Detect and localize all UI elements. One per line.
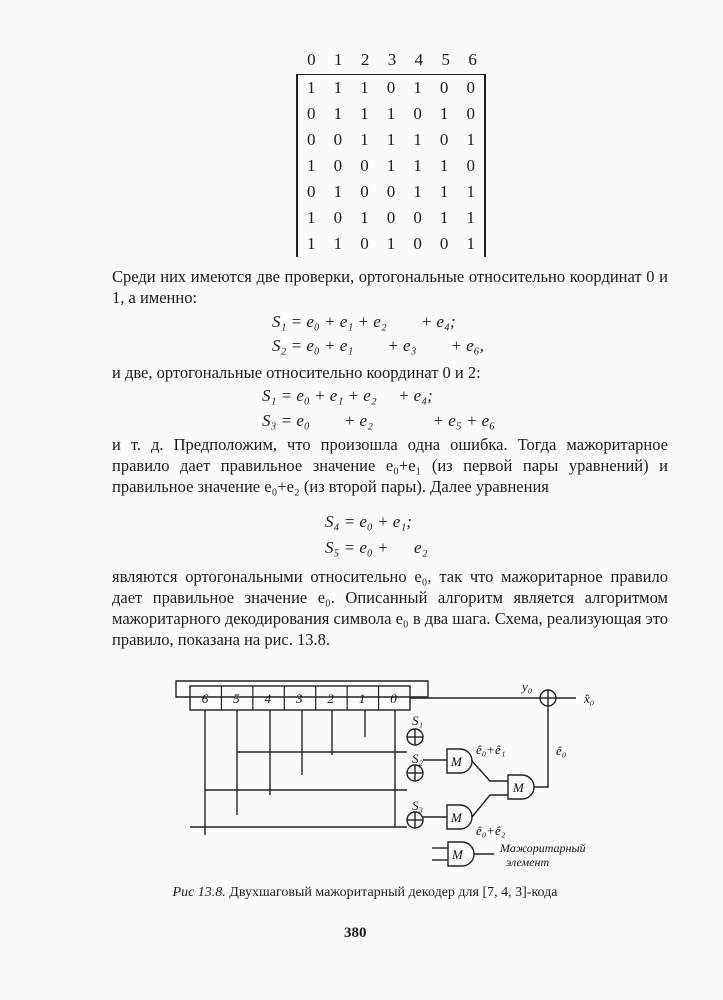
matrix-cell: 1 — [360, 104, 369, 123]
matrix-cell: 1 — [386, 130, 396, 149]
decoder-figure — [0, 655, 723, 890]
legend-line-2: элемент — [506, 855, 550, 869]
s1-label: S₁ — [412, 713, 424, 728]
equation-s1-b: S₁ = e₀ + e₁ + e₂ + e₄; — [262, 386, 433, 405]
caption-prefix: Рис 13.8. — [172, 885, 226, 900]
matrix-cell: 0 — [360, 182, 369, 201]
register-cell-label: 4 — [264, 691, 272, 706]
matrix-row — [298, 179, 484, 205]
matrix-row — [298, 75, 484, 101]
s3-label: S₃ — [412, 798, 424, 813]
matrix-cell: 1 — [360, 130, 369, 149]
matrix-cell: 0 — [360, 234, 369, 253]
matrix-cell: 0 — [439, 234, 449, 253]
paragraph-3: и т. д. Предположим, что произошла одна ошибка. Тогда мажоритарное правило дает правильное значение e₀+e₁ (из первой пары уравнений) и правильное значение e₀+e₂ (из второй пары). Далее уравнения — [112, 435, 668, 496]
matrix-cell: 1 — [466, 234, 475, 253]
register-cell-label: 1 — [358, 691, 366, 706]
caption-text: Двухшаговый мажоритарный декодер для [7, 4, 3]-кода — [229, 885, 558, 900]
matrix-cell: 0 — [386, 182, 396, 201]
matrix-header — [296, 50, 486, 74]
paragraph-2: и две, ортогональные относительно координат 0 и 2: — [112, 363, 481, 382]
equation-s3: S₃ = e₀ + e₂ + e₅ + e₆ — [262, 411, 496, 430]
matrix-cell: 0 — [466, 78, 475, 97]
e0e2-label: ê₀+ê₂ — [476, 823, 506, 838]
register-cell-label: 5 — [233, 691, 240, 706]
matrix-cell: 1 — [360, 208, 369, 227]
matrix-cell: 0 — [466, 156, 475, 175]
matrix-cell: 1 — [333, 182, 343, 201]
figure-caption — [150, 884, 580, 901]
matrix-cell: 1 — [386, 156, 396, 175]
equation-s2: S₂ = e₀ + e₁ + e₃ + e₆, — [272, 336, 484, 355]
gate-2-label: M — [451, 810, 462, 825]
matrix-cell: 1 — [333, 234, 343, 253]
e0hat-label: ê₀ — [556, 743, 567, 758]
equation-s5: S₅ = e₀ + e₂ — [325, 538, 428, 557]
equation-s1-a: S₁ = e₀ + e₁ + e₂ + e₄; — [272, 312, 456, 331]
page-number: 380 — [344, 925, 367, 941]
matrix-cell: 1 — [386, 234, 396, 253]
matrix-cell: 1 — [413, 182, 422, 201]
matrix-cell: 1 — [333, 104, 343, 123]
matrix-header-cell: 0 — [307, 50, 316, 69]
equation-s4: S₄ = e₀ + e₁; — [325, 512, 412, 531]
matrix-cell: 0 — [333, 130, 343, 149]
matrix-header-cell: 5 — [441, 50, 450, 69]
matrix-cell: 0 — [439, 78, 449, 97]
matrix-cell: 1 — [439, 104, 449, 123]
matrix-cell: 1 — [466, 182, 475, 201]
y0-label: y₀ — [522, 679, 533, 694]
matrix-cell: 0 — [413, 208, 422, 227]
matrix-cell: 1 — [413, 156, 422, 175]
matrix-header-cell: 1 — [334, 50, 343, 69]
matrix-row — [298, 101, 484, 127]
register-cell-label: 0 — [390, 691, 397, 706]
matrix-cell: 1 — [439, 156, 449, 175]
legend-gate-label: M — [452, 847, 463, 862]
matrix-cell: 1 — [413, 78, 422, 97]
paragraph-1: Среди них имеются две проверки, ортогональные относительно координат 0 и 1, а именно: — [112, 267, 668, 307]
e0e1-label: ê₀+ê₁ — [476, 742, 506, 757]
matrix-cell: 0 — [413, 104, 422, 123]
register-cell-label: 3 — [296, 691, 303, 706]
gate-3-label: M — [513, 780, 524, 795]
matrix-cell: 1 — [307, 208, 316, 227]
register-cell-label: 6 — [201, 691, 209, 706]
matrix-cell: 1 — [307, 234, 316, 253]
matrix-header-cell: 2 — [360, 50, 370, 69]
matrix-header-cell: 4 — [414, 50, 424, 69]
legend-line-1: Мажоритарный — [500, 841, 586, 855]
matrix-cell: 0 — [466, 104, 475, 123]
matrix-row — [298, 231, 484, 257]
matrix-cell: 1 — [386, 104, 396, 123]
check-matrix — [296, 50, 486, 257]
matrix-cell: 1 — [413, 130, 422, 149]
paragraph-4: являются ортогональными относительно e₀, так что мажоритарное правило дает правильное значение e₀. Описанный алгоритм является алгоритмом мажоритарного декодирования символа e₀ в два шага. Схема, реализующая это правило, показана на рис. 13.8. — [112, 567, 668, 649]
matrix-cell: 1 — [307, 156, 316, 175]
matrix-cell: 0 — [307, 182, 316, 201]
matrix-cell: 0 — [386, 208, 396, 227]
matrix-cell: 1 — [360, 78, 369, 97]
matrix-cell: 0 — [360, 156, 369, 175]
gate-1-label: M — [451, 754, 462, 769]
matrix-cell: 0 — [333, 156, 343, 175]
matrix-cell: 1 — [333, 78, 343, 97]
matrix-cell: 0 — [307, 130, 316, 149]
matrix-header-cell: 3 — [387, 50, 397, 69]
matrix-header-cell: 6 — [468, 50, 477, 69]
matrix-cell: 0 — [413, 234, 422, 253]
matrix-row — [298, 127, 484, 153]
matrix-body — [296, 74, 486, 257]
matrix-cell: 1 — [439, 182, 449, 201]
matrix-cell: 0 — [333, 208, 343, 227]
register-cell-label: 2 — [327, 691, 334, 706]
matrix-cell: 0 — [386, 78, 396, 97]
s2-label: S₂ — [412, 751, 424, 766]
matrix-cell: 1 — [307, 78, 316, 97]
x0hat-label: x̂₀ — [584, 691, 595, 706]
matrix-cell: 1 — [466, 208, 475, 227]
matrix-row — [298, 153, 484, 179]
matrix-cell: 0 — [439, 130, 449, 149]
matrix-row — [298, 205, 484, 231]
matrix-cell: 0 — [307, 104, 316, 123]
matrix-cell: 1 — [439, 208, 449, 227]
matrix-cell: 1 — [466, 130, 475, 149]
